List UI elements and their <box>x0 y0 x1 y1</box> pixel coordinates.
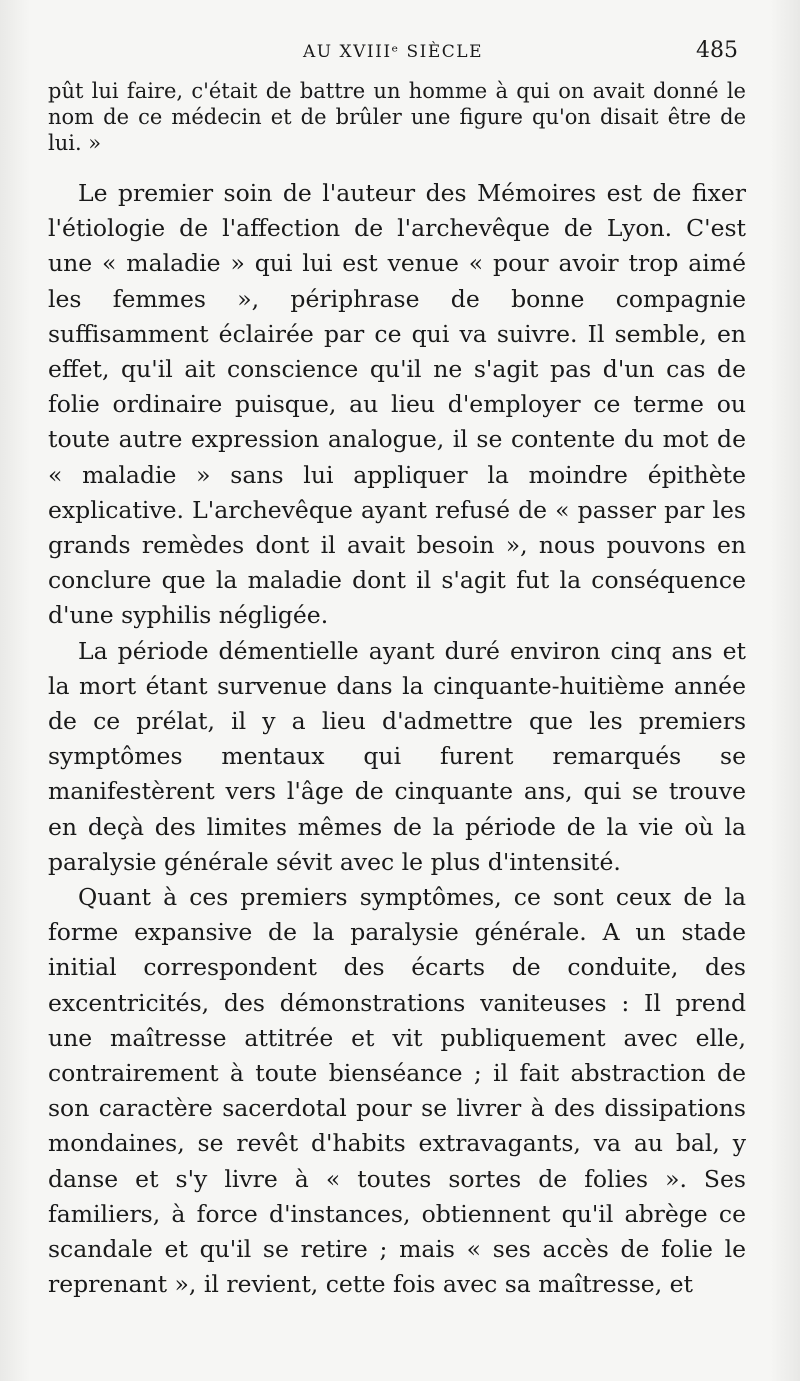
paragraph: Le premier soin de l'auteur des Mémoires est de fixer l'étiologie de l'affection de l'archevêque de Lyon. C'est une « maladie » qui lui est venue « pour avoir trop aimé les femmes », périphrase de bonne compagnie suffisamment éclairée par ce qui va suivre. Il semble, en effet, qu'il ait conscience qu'il ne s'agit pas d'un cas de folie ordinaire puisque, au lieu d'employer ce terme ou toute autre expression analogue, il se contente du mot de « maladie » sans lui appliquer la moindre épithète explicative. L'archevêque ayant refusé de « passer par les grands remèdes dont il avait besoin », nous pouvons en conclure que la maladie dont il s'agit fut la conséquence d'une syphilis négligée. <box>48 179 746 630</box>
page-header <box>48 38 738 68</box>
running-head: AU XVIIIᵉ SIÈCLE <box>303 42 483 62</box>
body-text <box>48 78 746 1303</box>
paragraph: La période démentielle ayant duré environ cinq ans et la mort étant survenue dans la cinquante-huitième année de ce prélat, il y a lieu d'admettre que les premiers symptômes mentaux qui furent remarqués se manifestèrent vers l'âge de cinquante ans, qui se trouve en deçà des limites mêmes de la période de la vie où la paralysie générale sévit avec le plus d'intensité. <box>48 636 746 876</box>
paragraph: Quant à ces premiers symptômes, ce sont ceux de la forme expansive de la paralysie générale. A un stade initial correspondent des écarts de conduite, des excentricités, des démonstrations vaniteuses : Il prend une maîtresse attitrée et vit publiquement avec elle, contrairement à toute bienséance ; il fait abstraction de son caractère sacerdotal pour se livrer à des dissipations mondaines, se revêt d'habits extravagants, va au bal, y danse et s'y livre à « toutes sortes de folies ». Ses familiers, à force d'instances, obtiennent qu'il abrège ce scandale et qu'il se retire ; mais « ses accès de folie le reprenant », il revient, cette fois avec sa maîtresse, et <box>48 883 746 1299</box>
paragraph-continuation: pût lui faire, c'était de battre un homme à qui on avait donné le nom de ce médecin et de brûler une figure qu'on disait être de lui. » <box>48 79 746 155</box>
page-number: 485 <box>696 38 738 63</box>
